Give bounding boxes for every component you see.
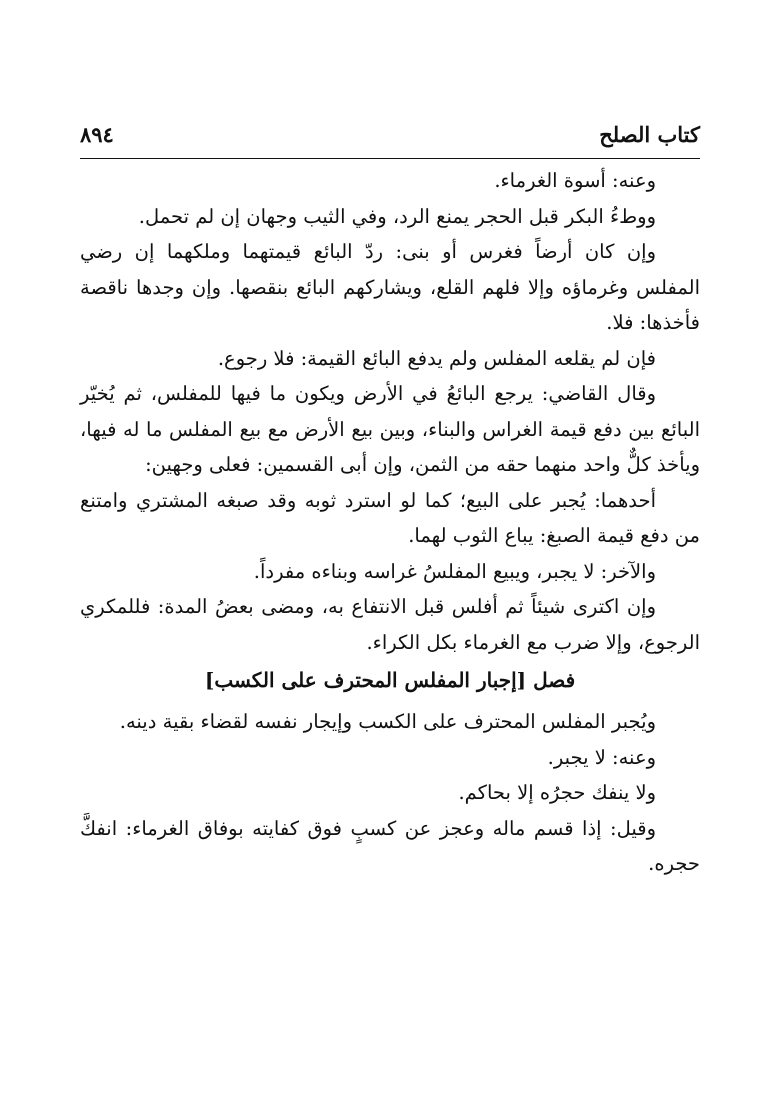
paragraph: فإن لم يقلعه المفلس ولم يدفع البائع القيمة: فلا رجوع. — [217, 346, 656, 370]
paragraph: أحدهما: يُجبر على البيع؛ كما لو استرد ثوبه وقد صبغه المشتري وامتنع من دفع قيمة الصبغ: يباع الثوب لهما. — [80, 488, 700, 547]
paragraph: وعنه: أسوة الغرماء. — [494, 169, 656, 192]
document-page — [80, 118, 700, 882]
paragraph: ويُجبر المفلس المحترف على الكسب وإيجار نفسه لقضاء بقية دينه. — [119, 710, 656, 733]
page-number: ٨٩٤ — [80, 122, 114, 147]
section-heading: فصل [إجبار المفلس المحترف على الكسب] — [204, 668, 576, 692]
body-text — [80, 163, 700, 882]
paragraph: وعنه: لا يجبر. — [547, 745, 656, 769]
paragraph: ولا ينفك حجرُه إلا بحاكم. — [458, 781, 656, 804]
paragraph: وقيل: إذا قسم ماله وعجز عن كسبٍ فوق كفايته بوفاق الغرماء: انفكَّ حجره. — [80, 816, 700, 875]
paragraph: ووطءُ البكر قبل الحجر يمنع الرد، وفي الثيب وجهان إن لم تحمل. — [138, 204, 656, 228]
paragraph: وإن اكترى شيئاً ثم أفلس قبل الانتفاع به، ومضى بعضُ المدة: فللمكري الرجوع، وإلا ضرب مع الغرماء بكل الكراء. — [80, 595, 700, 654]
paragraph: والآخر: لا يجبر، ويبيع المفلسُ غراسه وبناءه مفرداً. — [253, 559, 656, 583]
page-header — [80, 118, 700, 159]
book-title: كتاب الصلح — [599, 122, 700, 147]
paragraph: وإن كان أرضاً فغرس أو بنى: ردّ البائع قيمتهما وملكهما إن رضي المفلس وغرماؤه وإلا فلهم القلع، ويشاركهم البائع بنقصها. وإن وجدها ناقصة فأخذها: فلا. — [80, 240, 700, 334]
paragraph: وقال القاضي: يرجع البائعُ في الأرض ويكون ما فيها للمفلس، ثم يُخيّر البائع بين دفع قيمة الغراس والبناء، وبين بيع الأرض مع بيع المفلس ما له فيها، ويأخذ كلٌّ واحد منهما حقه من الثمن، وإن أبى القسمين: فعلى وجهين: — [80, 382, 700, 476]
